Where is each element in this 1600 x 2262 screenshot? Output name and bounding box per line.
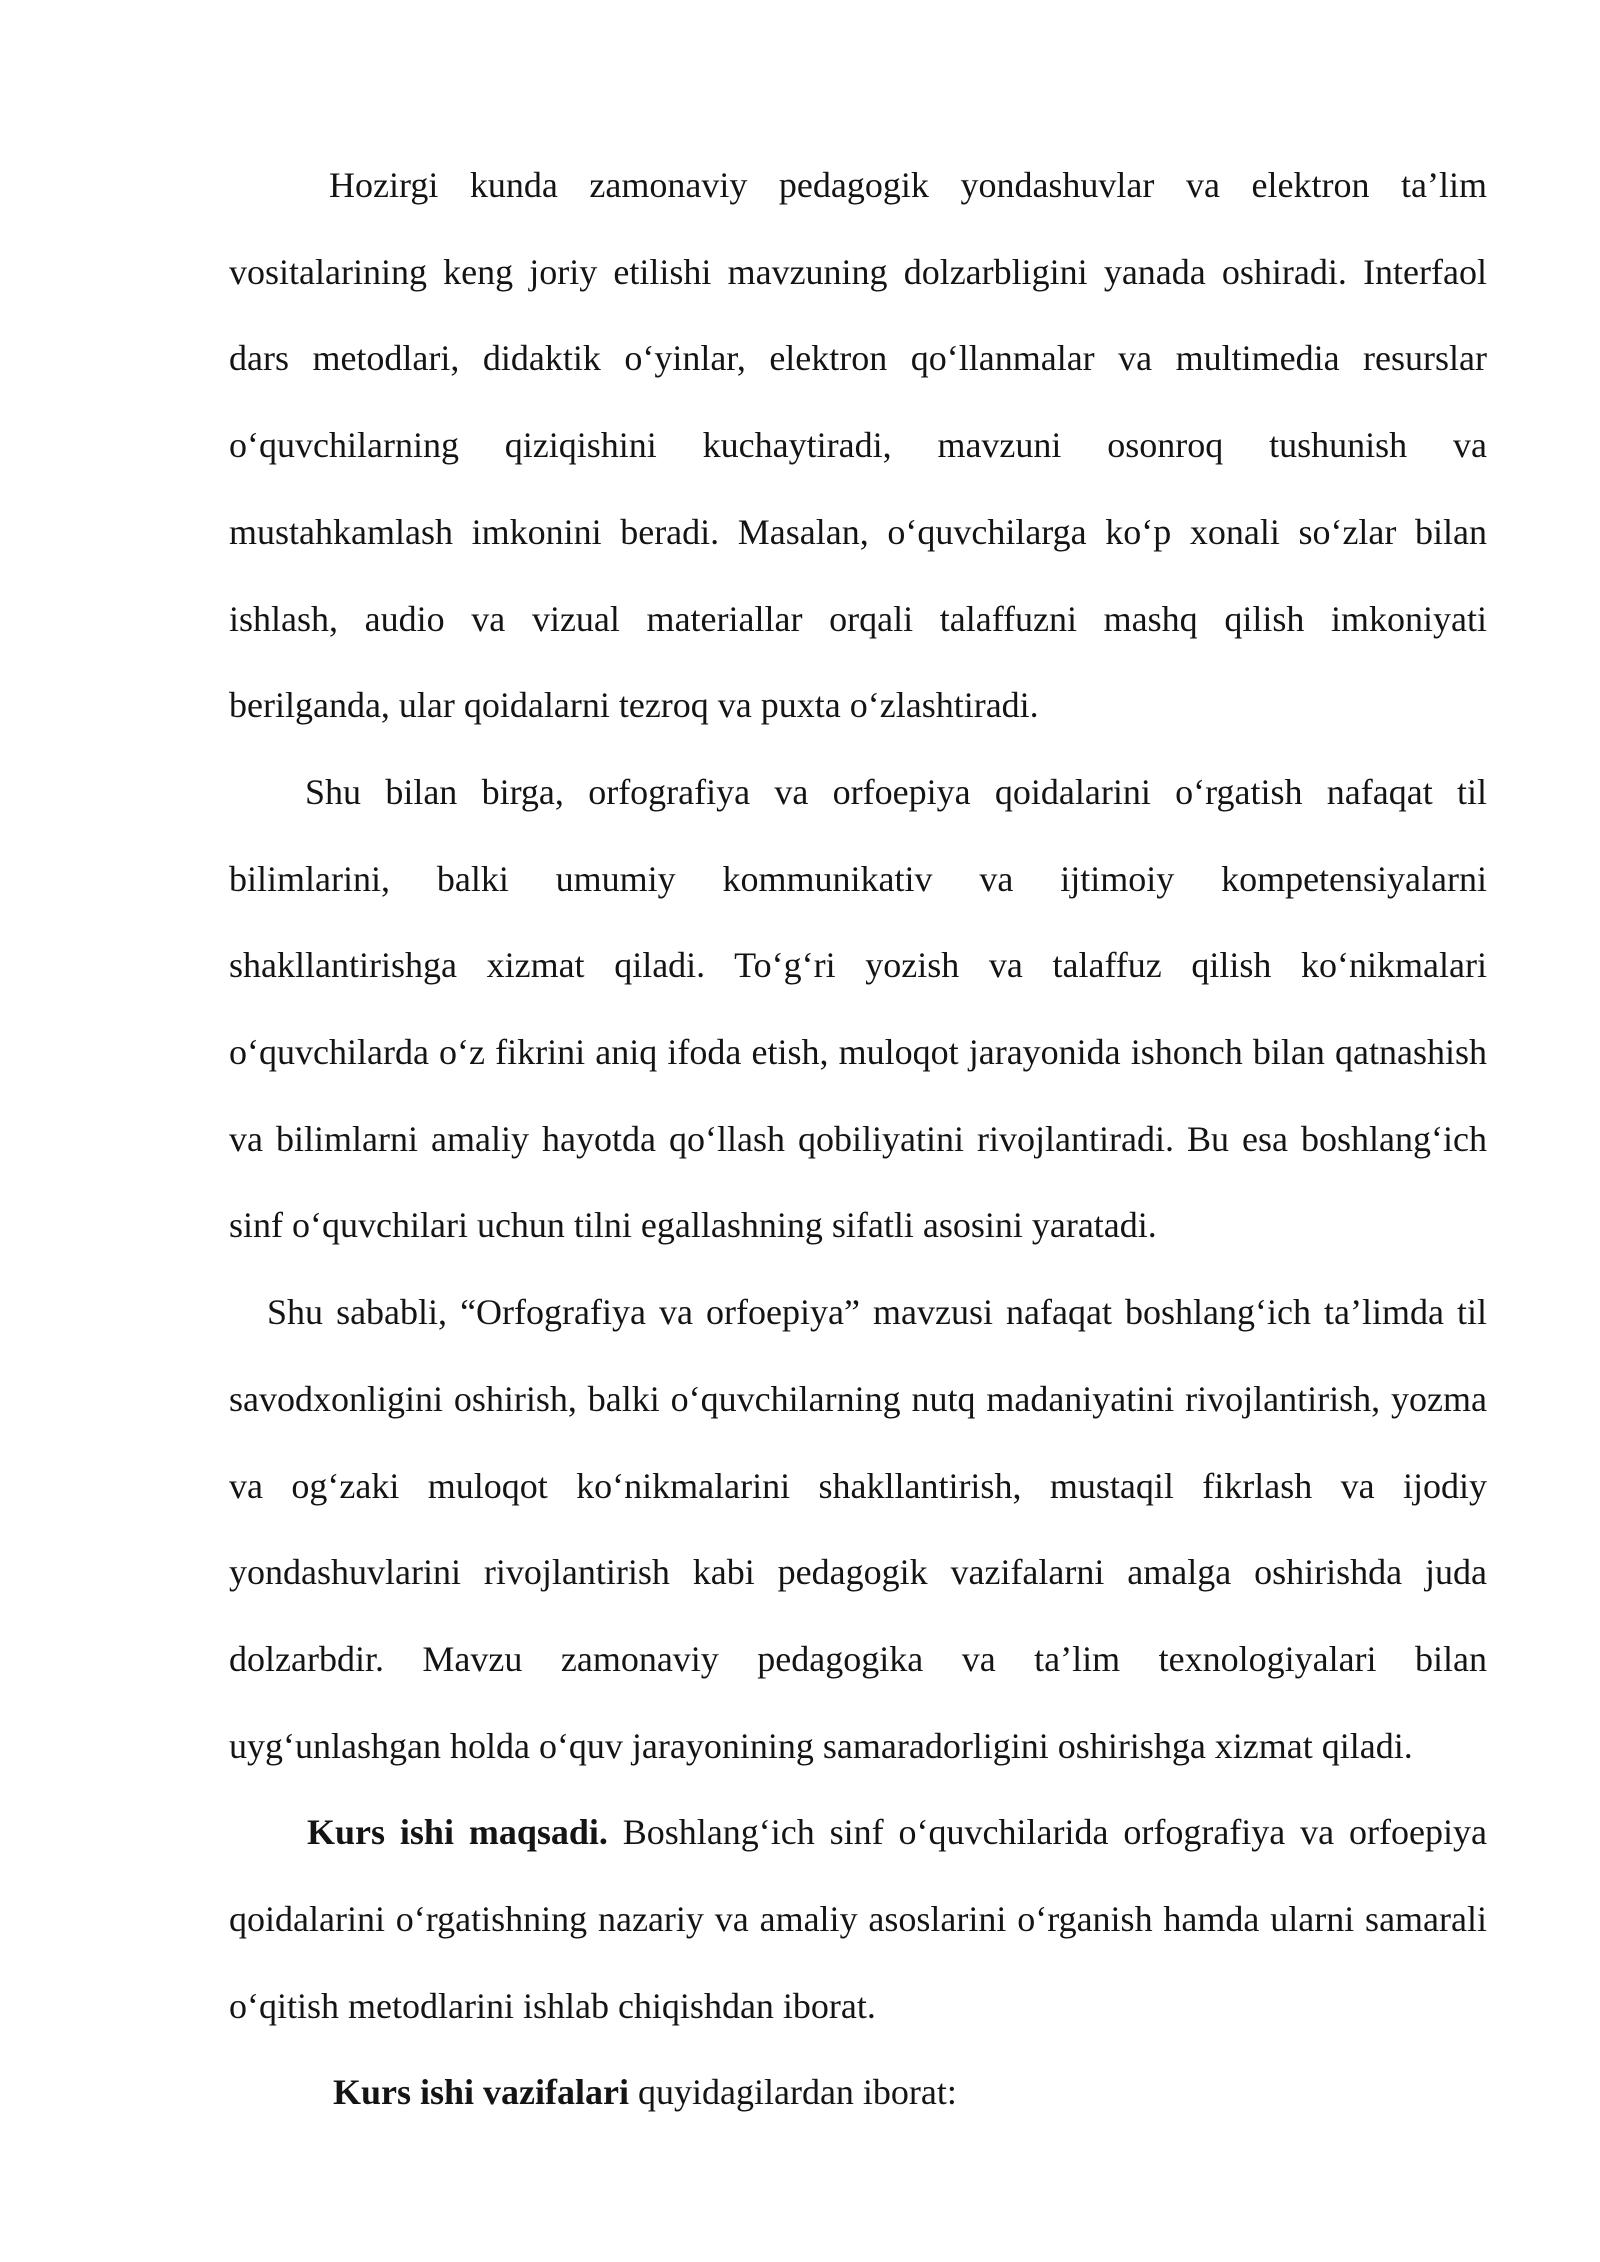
paragraph-1	[229, 142, 1487, 749]
paragraph-3	[229, 1269, 1487, 1789]
paragraph-1-text: Hozirgi kunda zamonaviy pedagogik yondashuvlar va elektron ta’lim vositalarining keng joriy etilishi mavzuning dolzarbligini yanada oshiradi. Interfaol dars metodlari, didaktik o‘yinlar, elektron qo‘llanmalar va multimedia resurslar o‘quvchilarning qiziqishini kuchaytiradi, mavzuni osonroq tushunish va mustahkamlash imkonini beradi. Masalan, o‘quvchilarga ko‘p xonali so‘zlar bilan ishlash, audio va vizual materiallar orqali talaffuzni mashq qilish imkoniyati berilganda, ular qoidalarni tezroq va puxta o‘zlashtiradi.	[229, 165, 1487, 726]
document-body	[229, 142, 1487, 2136]
course-goal-heading: Kurs ishi maqsadi.	[307, 1812, 608, 1853]
paragraph-4	[229, 1789, 1487, 2049]
paragraph-3-text: Shu sababli, “Orfografiya va orfoepiya” mavzusi nafaqat boshlang‘ich ta’limda til savodxonligini oshirish, balki o‘quvchilarning nutq madaniyatini rivojlantirish, yozma va og‘zaki muloqot ko‘nikmalarini shakllantirish, mustaqil fikrlash va ijodiy yondashuvlarini rivojlantirish kabi pedagogik vazifalarni amalga oshirishda juda dolzarbdir. Mavzu zamonaviy pedagogika va ta’lim texnologiyalari bilan uyg‘unlashgan holda o‘quv jarayonining samaradorligini oshirishga xizmat qiladi.	[229, 1292, 1487, 1766]
paragraph-4-text: Boshlang‘ich sinf o‘quvchilarida orfografiya va orfoepiya qoidalarini o‘rgatishning nazariy va amaliy asoslarini o‘rganish hamda ularni samarali o‘qitish metodlarini ishlab chiqishdan iborat.	[229, 1812, 1487, 2026]
paragraph-5	[229, 2049, 1487, 2136]
paragraph-5-text: quyidagilardan iborat:	[629, 2072, 957, 2113]
paragraph-2-text: Shu bilan birga, orfografiya va orfoepiya qoidalarini o‘rgatish nafaqat til bilimlarini, balki umumiy kommunikativ va ijtimoiy kompetensiyalarni shakllantirishga xizmat qiladi. To‘g‘ri yozish va talaffuz qilish ko‘nikmalari o‘quvchilarda o‘z fikrini aniq ifoda etish, muloqot jarayonida ishonch bilan qatnashish va bilimlarni amaliy hayotda qo‘llash qobiliyatini rivojlantiradi. Bu esa boshlang‘ich sinf o‘quvchilari uchun tilni egallashning sifatli asosini yaratadi.	[229, 771, 1487, 1246]
course-tasks-heading: Kurs ishi vazifalari	[333, 2072, 629, 2113]
paragraph-2	[229, 749, 1487, 1269]
